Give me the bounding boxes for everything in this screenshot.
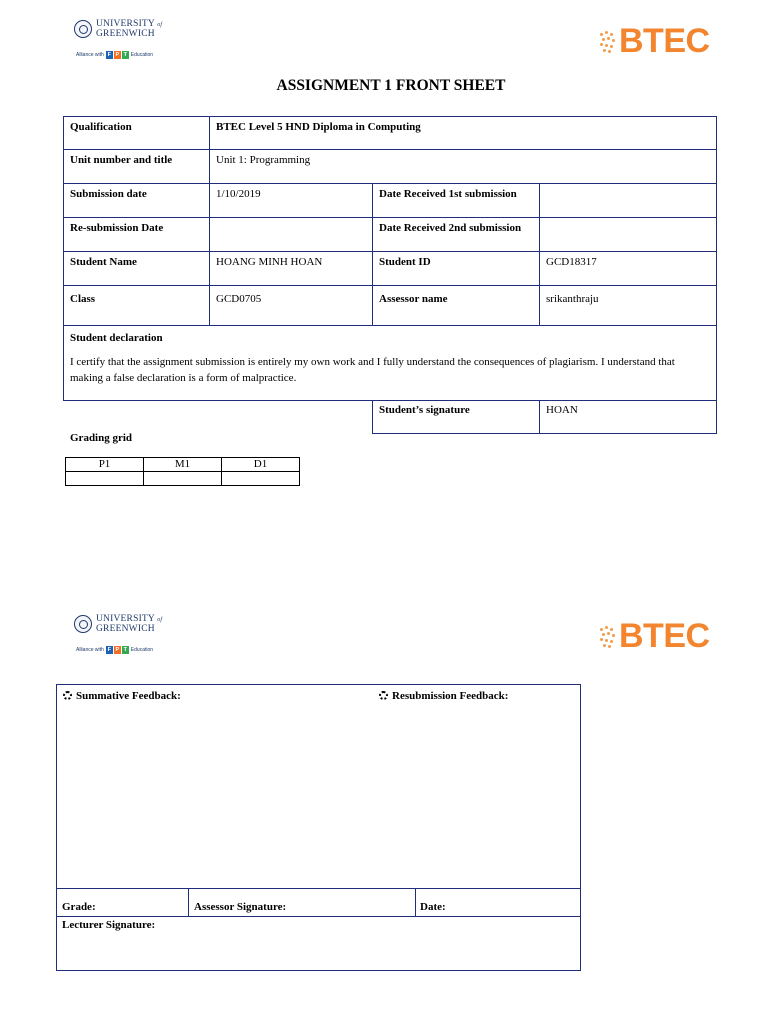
declaration-label: Student declaration [70,332,163,344]
university-of-greenwich-logo-2 [74,615,184,659]
gear-icon [63,691,72,700]
unit-label: Unit number and title [64,150,210,184]
btec-wordmark: BTEC [619,22,710,60]
date-received-1-label: Date Received 1st submission [373,184,540,218]
declaration-cell [64,326,717,401]
qualification-value: BTEC Level 5 HND Diploma in Computing [210,117,717,150]
grading-grid-label: Grading grid [70,432,133,444]
assessor-signature-label: Assessor Signature: [194,901,287,913]
university-name-line2: GREENWICH [96,29,155,39]
student-name-value: HOANG MINH HOAN [210,252,373,286]
unit-value: Unit 1: Programming [210,150,717,184]
university-name-line1: UNIVERSITY [96,19,155,29]
student-signature-label: Student’s signature [373,401,540,434]
btec-dots-icon [598,624,618,648]
grading-cell-d1 [222,472,300,486]
btec-wordmark: BTEC [619,617,710,655]
grading-cell-m1 [144,472,222,486]
qualification-label: Qualification [64,117,210,150]
front-sheet-table [63,116,717,434]
alliance-text: Alliance with [76,52,104,58]
grading-cell-p1 [66,472,144,486]
date-received-1-value [540,184,717,218]
declaration-text: I certify that the assignment submission is entirely my own work and I fully understand the consequences of plagiarism. I understand that making a false declaration is a form of malpractice. [70,356,675,384]
university-seal-icon [74,615,92,633]
university-name-line1: UNIVERSITY [96,614,155,624]
class-value: GCD0705 [210,286,373,326]
date-label: Date: [420,901,446,913]
date-received-2-value [540,218,717,252]
assessor-name-label: Assessor name [373,286,540,326]
student-id-label: Student ID [373,252,540,286]
resubmission-date-value [210,218,373,252]
student-signature-value: HOAN [540,401,717,434]
university-of-greenwich-logo [74,20,184,64]
class-label: Class [64,286,210,326]
resubmission-date-label: Re-submission Date [64,218,210,252]
submission-date-value: 1/10/2019 [210,184,373,218]
university-name-of: of [157,617,163,623]
grading-header-m1: M1 [144,458,222,472]
education-text: Education [130,647,154,653]
grading-header-d1: D1 [222,458,300,472]
university-name-line2: GREENWICH [96,624,155,634]
grade-label: Grade: [62,901,96,913]
btec-logo-2 [598,615,720,657]
date-received-2-label: Date Received 2nd submission [373,218,540,252]
btec-dots-icon [598,29,618,53]
student-id-value: GCD18317 [540,252,717,286]
btec-logo [598,20,720,62]
lecturer-signature-label: Lecturer Signature: [62,919,156,931]
assessor-name-value: srikanthraju [540,286,717,326]
feedback-box [56,684,581,971]
submission-date-label: Submission date [64,184,210,218]
university-name-of: of [157,22,163,28]
resubmission-feedback-label: Resubmission Feedback: [392,690,509,702]
grading-grid [65,457,300,486]
fpt-logo: F P T [107,52,127,58]
fpt-logo: F P T [107,647,127,653]
grading-header-p1: P1 [66,458,144,472]
summative-feedback-label: Summative Feedback: [76,690,181,702]
page-title: ASSIGNMENT 1 FRONT SHEET [276,77,506,94]
education-text: Education [130,52,154,58]
gear-icon [379,691,388,700]
university-seal-icon [74,20,92,38]
alliance-text: Alliance with [76,647,104,653]
feedback-signature-row [57,888,580,917]
student-name-label: Student Name [64,252,210,286]
